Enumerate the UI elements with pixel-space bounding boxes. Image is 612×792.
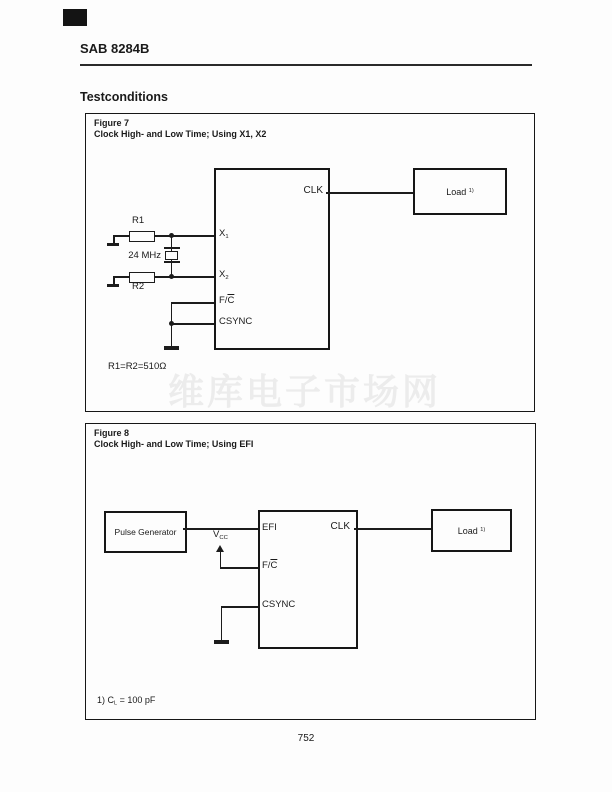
figure8-csync-vertical-wire	[221, 606, 223, 640]
figure8-subtitle: Clock High- and Low Time; Using EFI	[94, 439, 254, 449]
figure7-subtitle: Clock High- and Low Time; Using X1, X2	[94, 129, 267, 139]
figure7-ground3-symbol	[164, 346, 179, 350]
figure7-load-footnote-ref: 1)	[468, 187, 474, 194]
figure7-ground1-symbol	[107, 243, 119, 246]
figure7-crystal-label: 24 MHz	[128, 250, 161, 261]
figure7-load-label	[446, 187, 474, 197]
figure7-pin-x1-sub: 1	[225, 233, 229, 240]
figure7-note: R1=R2=510Ω	[108, 361, 167, 372]
figure8-footnote	[97, 695, 155, 707]
figure7-load-box	[413, 168, 507, 215]
figure7-fc-wire	[171, 302, 214, 304]
figure8-load-box	[431, 509, 512, 552]
figure7-crystal-plate-top	[164, 247, 180, 249]
figure7-gnd2-stub	[113, 276, 115, 284]
figure8-pin-fc-prefix: F/	[262, 560, 271, 571]
figure7-junction-dot-x2	[169, 274, 174, 279]
figure7-junction-dot-csync	[169, 321, 174, 326]
figure7-panel	[85, 113, 535, 412]
figure8-vcc-arrow	[216, 545, 224, 552]
figure8-footnote-prefix: 1) C	[97, 695, 115, 705]
figure8-caption	[94, 428, 253, 450]
figure8-pin-efi: EFI	[262, 522, 277, 533]
figure8-vcc-sub: CC	[219, 534, 228, 541]
figure8-pin-clk: CLK	[330, 521, 350, 532]
figure7-ground2-symbol	[107, 284, 119, 287]
figure7-load-text: Load	[446, 186, 467, 197]
figure7-r2-label: R2	[132, 281, 145, 292]
figure7-pin-fc	[219, 295, 234, 306]
figure8-load-text: Load	[457, 525, 478, 536]
figure7-pin-csync: CSYNC	[219, 316, 253, 327]
figure7-pin-x2	[219, 269, 229, 281]
figure7-crystal-plate-bottom	[164, 261, 180, 263]
figure7-pin-x1	[219, 228, 229, 240]
section-title: Testconditions	[80, 90, 168, 104]
figure7-resistor-r1	[129, 231, 155, 242]
figure7-pin-clk: CLK	[303, 185, 323, 196]
part-number: SAB 8284B	[80, 41, 150, 56]
figure8-panel	[85, 423, 536, 720]
figure7-csync-wire	[171, 323, 214, 325]
page-number: 752	[297, 733, 315, 744]
scan-artifact-mark	[63, 9, 87, 26]
figure7-title: Figure 7	[94, 118, 130, 128]
header-rule	[80, 64, 532, 66]
figure7-clk-wire	[326, 192, 413, 194]
figure7-pin-x2-sub: 2	[225, 274, 229, 281]
figure8-load-label	[458, 526, 486, 536]
figure7-junction-dot-x1	[169, 233, 174, 238]
figure8-pulse-generator-box	[104, 511, 187, 553]
figure8-vcc-base: V	[213, 529, 220, 540]
figure7-crystal-body	[165, 251, 178, 260]
figure8-csync-wire	[221, 606, 258, 608]
figure7-r1-label: R1	[132, 215, 145, 226]
figure8-pin-fc-overline: $\overline{C}$	[270, 560, 278, 571]
figure8-pin-fc	[262, 560, 277, 571]
figure8-vcc-label	[213, 529, 228, 541]
figure7-pin-fc-prefix: F/	[219, 295, 228, 306]
figure8-pulse-generator-label: Pulse Generator	[114, 527, 177, 537]
figure7-gnd1-stub	[113, 235, 115, 243]
figure8-title: Figure 8	[94, 428, 130, 438]
figure8-fc-wire	[220, 567, 258, 569]
figure8-clk-wire	[354, 528, 431, 530]
figure8-ground-symbol	[214, 640, 229, 644]
figure7-pin-fc-overline: $\overline{C}$	[227, 295, 235, 306]
figure8-pin-csync: CSYNC	[262, 599, 296, 610]
figure8-vcc-stub	[220, 551, 222, 568]
figure7-pin-x2-base: X	[219, 269, 226, 280]
figure7-caption	[94, 118, 266, 140]
figure8-load-footnote-ref: 1)	[480, 526, 486, 533]
figure8-footnote-sub: L	[114, 700, 118, 707]
watermark-text: 维库电子市场网	[168, 371, 442, 412]
figure8-footnote-rest: = 100 pF	[117, 695, 156, 705]
figure7-pin-x1-base: X	[219, 228, 226, 239]
